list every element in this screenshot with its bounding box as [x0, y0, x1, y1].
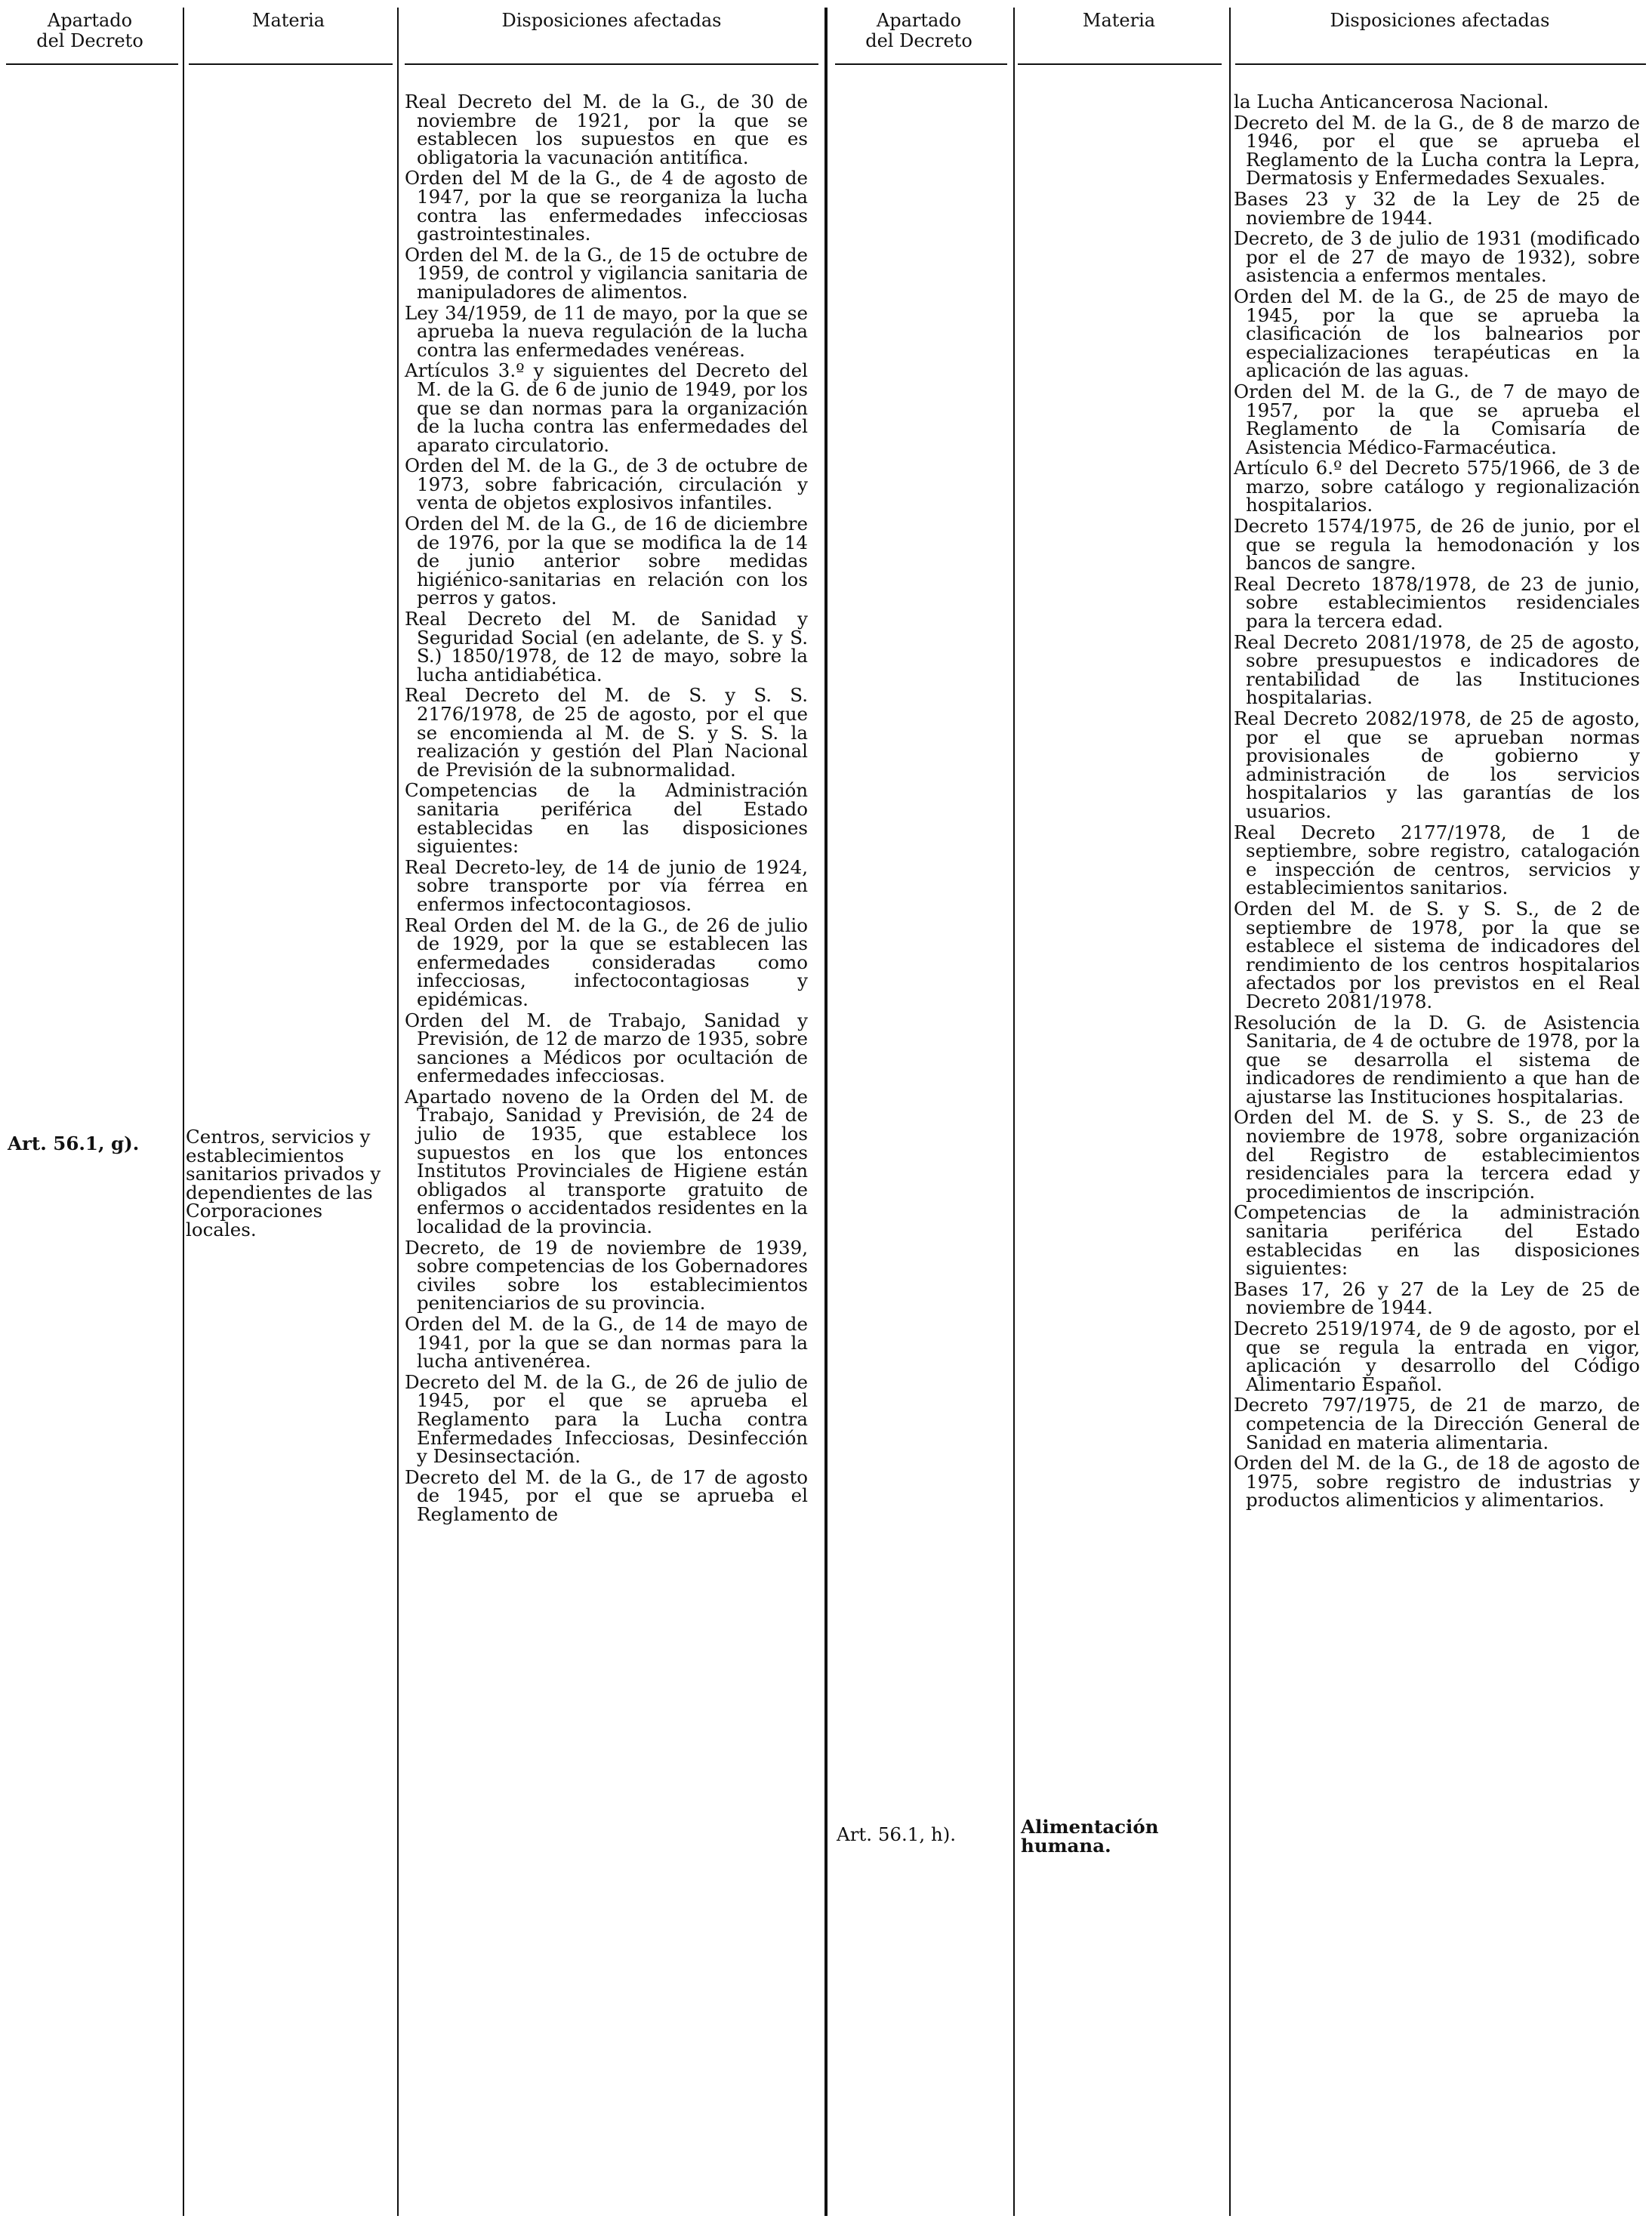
disposicion-entry: Competencias de la administración sanitaria periférica del Estado establecidas en las disposiciones siguientes: [1234, 1201, 1640, 1280]
disposicion-entry: Apartado noveno de la Orden del M. de Trabajo, Sanidad y Previsión, de 24 de julio de 1935, que establece los supuestos en los que los entonces Institutos Provinciales de Higiene están obligados al transporte gratuito de enfermos o accidentados residentes en la localidad de la provincia. [405, 1085, 808, 1238]
header-rule [405, 63, 818, 65]
disposicion-entry: Orden del M. de S. y S. S., de 23 de noviembre de 1978, sobre organización del Registro de establecimientos residenciales para la tercera edad y procedimientos de inscripción. [1234, 1106, 1640, 1203]
header-rule [1018, 63, 1222, 65]
header-rule [6, 63, 178, 65]
disposicion-entry: Real Decreto 2082/1978, de 25 de agosto, por el que se aprueban normas provisionales de gobierno y administración de los servicios hospitalarios y las garantías de los usuarios. [1234, 707, 1640, 822]
disposicion-entry: Real Decreto-ley, de 14 de junio de 1924, sobre transporte por vía férrea en enfermos infectocontagiosos. [405, 855, 808, 915]
disposicion-entry: Orden del M. de la G., de 14 de mayo de 1941, por la que se dan normas para la lucha antivenérea. [405, 1313, 808, 1373]
disposicion-entry: Orden del M. de la G., de 7 de mayo de 1957, por la que se aprueba el Reglamento de la Comisaría de Asistencia Médico-Farmacéutica. [1234, 380, 1640, 458]
column-rule [397, 8, 399, 2216]
disposicion-entry: Orden del M. de Trabajo, Sanidad y Previsión, de 12 de marzo de 1935, sobre sanciones a Médicos por ocultación de enfermedades infecciosas. [405, 1009, 808, 1087]
disposicion-entry: Decreto 2519/1974, de 9 de agosto, por el que se regula la entrada en vigor, aplicación y desarrollo del Código Alimentario Español. [1234, 1317, 1640, 1395]
header-apartado-left [0, 11, 180, 51]
disposicion-entry: Decreto, de 3 de julio de 1931 (modificado por el de 27 de mayo de 1932), sobre asistencia a enfermos mentales. [1234, 227, 1640, 287]
disposicion-entry: Bases 17, 26 y 27 de la Ley de 25 de noviembre de 1944. [1234, 1277, 1640, 1319]
materia-right: Alimentación humana. [1021, 1816, 1159, 1857]
disposicion-entry: Real Decreto 2081/1978, de 25 de agosto, sobre presupuestos e indicadores de rentabilidad de las Instituciones hospitalarias. [1234, 630, 1640, 709]
disposicion-entry: Real Decreto del M. de Sanidad y Seguridad Social (en adelante, de S. y S. S.) 1850/1978, de 12 de mayo, sobre la lucha antidiabética. [405, 608, 808, 686]
disposicion-entry: Real Orden del M. de la G., de 26 de julio de 1929, por la que se establecen las enfermedades consideradas como infecciosas, infectocontagiosas y epidémicas. [405, 914, 808, 1010]
disposicion-entry: Decreto, de 19 de noviembre de 1939, sobre competencias de los Gobernadores civiles sobre los establecimientos penitenciarios de su provincia. [405, 1236, 808, 1314]
header-disposiciones-right: Disposiciones afectadas [1330, 10, 1550, 31]
disposicion-entry: Orden del M. de la G., de 15 de octubre de 1959, de control y vigilancia sanitaria de manipuladores de alimentos. [405, 243, 808, 303]
disposicion-entry: Real Decreto del M. de la G., de 30 de noviembre de 1921, por la que se establecen los supuestos en que es obligatoria la vacunación antitífica. [405, 91, 808, 168]
disposicion-entry: Real Decreto del M. de S. y S. S. 2176/1978, de 25 de agosto, por el que se encomienda al M. de S. y S. S. la realización y gestión del Plan Nacional de Previsión de la subnormalidad. [405, 684, 808, 781]
disposicion-entry: Orden del M. de la G., de 18 de agosto de 1975, sobre registro de industrias y productos alimenticios y alimentarios. [1234, 1452, 1640, 1512]
disposicion-entry: Real Decreto 2177/1978, de 1 de septiembre, sobre registro, catalogación e inspección de centros, servicios y establecimientos sanitarios. [1234, 821, 1640, 899]
disposicion-entry: Orden del M de la G., de 4 de agosto de 1947, por la que se reorganiza la lucha contra las enfermedades infecciosas gastrointestinales. [405, 167, 808, 245]
disposiciones-right [1234, 93, 1640, 1512]
disposicion-entry: Orden del M. de la G., de 3 de octubre de 1973, sobre fabricación, circulación y venta de objetos explosivos infantiles. [405, 455, 808, 514]
header-materia-left: Materia [251, 10, 325, 31]
header-apartado-line1: Apartado [47, 10, 133, 31]
center-column-rule [824, 8, 828, 2216]
disposicion-entry: Orden del M. de la G., de 16 de diciembre de 1976, por la que se modifica la de 14 de junio anterior sobre medidas higiénico-sanitarias en relación con los perros y gatos. [405, 513, 808, 609]
disposicion-entry: Artículos 3.º y siguientes del Decreto del M. de la G. de 6 de junio de 1949, por los que se dan normas para la organización de la lucha contra las enfermedades del aparato circulatorio. [405, 359, 808, 456]
disposicion-entry: Artículo 6.º del Decreto 575/1966, de 3 de marzo, sobre catálogo y regionalización hospitalarios. [1234, 457, 1640, 516]
header-disposiciones-left: Disposiciones afectadas [501, 10, 722, 31]
disposicion-entry: Orden del M. de la G., de 25 de mayo de 1945, por la que se aprueba la clasificación de los balnearios por especializaciones terapéuticas en la aplicación de las aguas. [1234, 285, 1640, 382]
header-rule [1235, 63, 1646, 65]
header-apartado-line2: del Decreto [865, 30, 972, 51]
header-apartado-right [829, 11, 1009, 51]
disposicion-entry: la Lucha Anticancerosa Nacional. [1234, 91, 1549, 112]
column-rule [1229, 8, 1231, 2216]
disposicion-entry: Decreto 1574/1975, de 26 de junio, por el que se regula la hemodonación y los bancos de sangre. [1234, 515, 1640, 575]
disposicion-entry: Bases 23 y 32 de la Ley de 25 de noviembre de 1944. [1234, 187, 1640, 229]
disposicion-entry: Decreto 797/1975, de 21 de marzo, de competencia de la Dirección General de Sanidad en materia alimentaria. [1234, 1394, 1640, 1453]
articulo-right: Art. 56.1, h). [837, 1823, 957, 1845]
header-apartado-line2: del Decreto [36, 30, 143, 51]
header-materia-right: Materia [1082, 10, 1156, 31]
column-rule [1013, 8, 1015, 2216]
disposicion-entry: Resolución de la D. G. de Asistencia Sanitaria, de 4 de octubre de 1978, por la que se desarrolla el sistema de indicadores de rendimiento a que han de ajustarse las Instituciones hospitalarias. [1234, 1011, 1640, 1108]
header-apartado-line1: Apartado [876, 10, 962, 31]
disposicion-entry: Decreto del M. de la G., de 17 de agosto de 1945, por el que se aprueba el Reglamento de [405, 1465, 808, 1525]
disposicion-entry: Decreto del M. de la G., de 8 de marzo de 1946, por el que se aprueba el Reglamento de la Lucha contra la Lepra, Dermatosis y Enfermedades Sexuales. [1234, 111, 1640, 190]
articulo-left: Art. 56.1, g). [8, 1133, 140, 1154]
disposicion-entry: Orden del M. de S. y S. S., de 2 de septiembre de 1978, por la que se establece el sistema de indicadores del rendimiento de los centros hospitalarios afectados por los previstos en el Real Decreto 2081/1978. [1234, 897, 1640, 1012]
disposicion-entry: Real Decreto 1878/1978, de 23 de junio, sobre establecimientos residenciales para la tercera edad. [1234, 572, 1640, 633]
column-rule [183, 8, 184, 2216]
disposicion-entry: Decreto del M. de la G., de 26 de julio de 1945, por el que se aprueba el Reglamento para la Lucha contra Enfermedades Infecciosas, Desinfección y Desinsectación. [405, 1370, 808, 1468]
header-rule [835, 63, 1007, 65]
materia-left: Centros, servicios y establecimientos sanitarios privados y dependientes de las Corporaciones locales. [186, 1126, 381, 1240]
header-rule [189, 63, 393, 65]
disposicion-entry: Ley 34/1959, de 11 de mayo, por la que se aprueba la nueva regulación de la lucha contra las enfermedades venéreas. [405, 301, 808, 361]
disposicion-entry: Competencias de la Administración sanitaria periférica del Estado establecidas en las disposiciones siguientes: [405, 779, 808, 858]
disposiciones-left [405, 93, 808, 1527]
